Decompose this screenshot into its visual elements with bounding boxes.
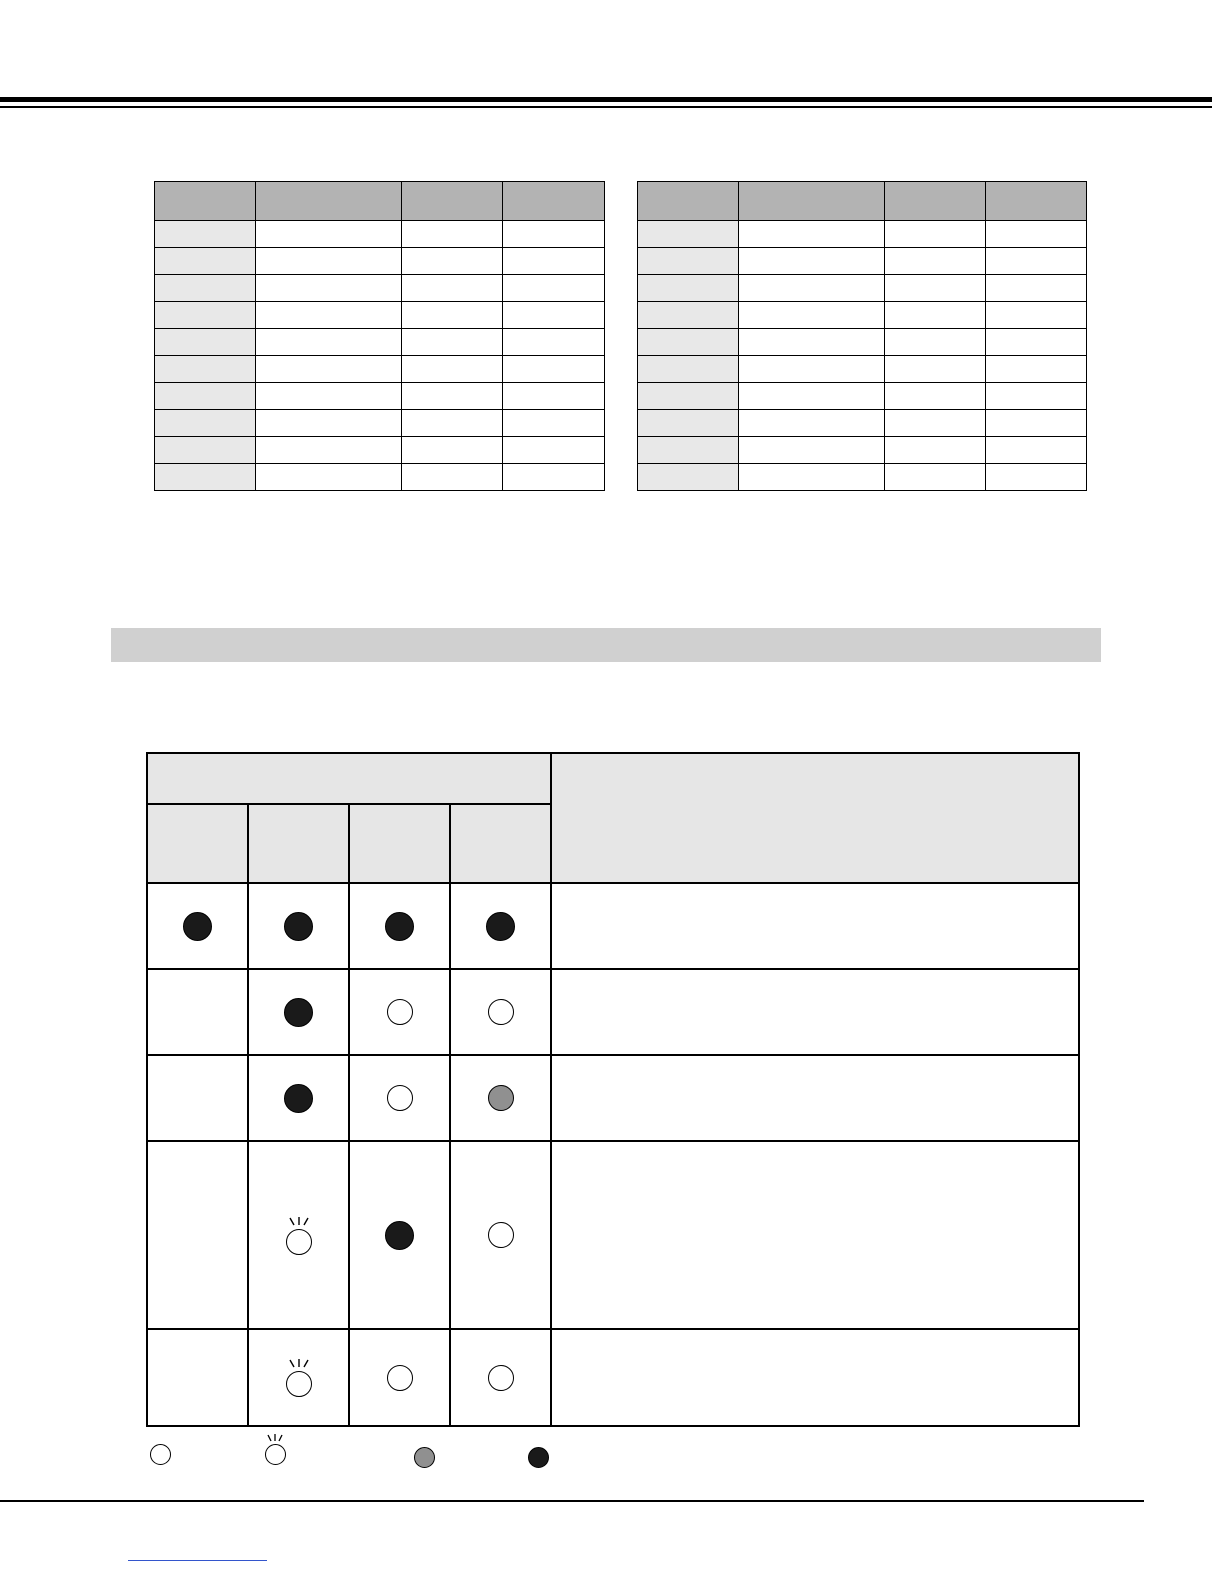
legend-orange xyxy=(414,1447,435,1468)
table-row xyxy=(155,329,605,356)
indicator-table-header-top xyxy=(147,753,1079,804)
table-row xyxy=(155,356,605,383)
indicator-cell xyxy=(147,1329,248,1426)
indicator-cell xyxy=(349,969,450,1055)
indicator-cell xyxy=(450,1055,551,1141)
indicator-cell xyxy=(450,883,551,969)
footer-rule xyxy=(0,1500,1144,1502)
legend-blink xyxy=(264,1434,286,1465)
legend-off xyxy=(150,1444,171,1465)
indicator-cell xyxy=(349,1055,450,1141)
indicator-cell xyxy=(147,883,248,969)
table-row xyxy=(638,329,1087,356)
table-row xyxy=(638,437,1087,464)
indicator-col-header-1 xyxy=(147,804,248,883)
condition-cell xyxy=(551,1329,1079,1426)
indicator-cell xyxy=(349,1329,450,1426)
indicator-cell xyxy=(450,1141,551,1329)
indicator-cell xyxy=(349,1141,450,1329)
footer-link-underline[interactable] xyxy=(128,1560,267,1561)
lamp-off-icon xyxy=(488,1222,514,1248)
condition-header xyxy=(551,753,1079,883)
table-row xyxy=(155,221,605,248)
indicator-cell xyxy=(248,969,349,1055)
condition-cell xyxy=(551,1141,1079,1329)
lamp-on-icon xyxy=(183,912,212,941)
lamp-off-icon xyxy=(387,1365,413,1391)
condition-cell xyxy=(551,969,1079,1055)
lamp-orange-icon xyxy=(488,1085,514,1111)
indicator-col-header-2 xyxy=(248,804,349,883)
indicator-table xyxy=(146,752,1080,1427)
blink-rays-icon xyxy=(264,1434,286,1444)
section-heading-bar xyxy=(111,628,1101,662)
table-row xyxy=(155,302,605,329)
blink-rays-icon xyxy=(285,1217,313,1229)
blink-rays-icon xyxy=(285,1359,313,1371)
lamp-on-icon xyxy=(528,1447,549,1468)
table-row xyxy=(638,248,1087,275)
lamp-off-icon xyxy=(150,1444,171,1465)
lamp-blink xyxy=(285,1217,313,1255)
lamp-blink-icon xyxy=(265,1444,286,1465)
lamp-on-icon xyxy=(385,912,414,941)
lamp-blink-icon xyxy=(286,1371,312,1397)
indicator-cell xyxy=(248,1329,349,1426)
table-row xyxy=(147,1055,1079,1141)
spec-table-right xyxy=(637,181,1087,491)
indicators-group-header xyxy=(147,753,551,804)
table-row xyxy=(147,1329,1079,1426)
table-row xyxy=(155,248,605,275)
table-row xyxy=(147,1141,1079,1329)
table-row xyxy=(147,883,1079,969)
lamp-on-icon xyxy=(486,912,515,941)
indicator-cell xyxy=(248,883,349,969)
table-row xyxy=(638,275,1087,302)
header-rule-thin xyxy=(0,106,1212,108)
lamp-off-icon xyxy=(387,1085,413,1111)
legend-on xyxy=(528,1447,549,1468)
spec-table-left xyxy=(154,181,605,491)
indicator-cell xyxy=(248,1141,349,1329)
table-row xyxy=(638,464,1087,491)
lamp-on-icon xyxy=(385,1221,414,1250)
spec-table-header xyxy=(155,182,605,221)
indicator-cell xyxy=(450,1329,551,1426)
lamp-off-icon xyxy=(488,999,514,1025)
condition-cell xyxy=(551,883,1079,969)
lamp-orange-icon xyxy=(414,1447,435,1468)
indicator-cell xyxy=(349,883,450,969)
lamp-blink-icon xyxy=(286,1229,312,1255)
table-row xyxy=(638,221,1087,248)
lamp-blink xyxy=(285,1359,313,1397)
indicator-legend xyxy=(0,1434,700,1474)
lamp-on-icon xyxy=(284,998,313,1027)
indicator-col-header-4 xyxy=(450,804,551,883)
lamp-on-icon xyxy=(284,912,313,941)
table-row xyxy=(155,383,605,410)
indicator-cell xyxy=(147,1055,248,1141)
indicator-cell xyxy=(147,969,248,1055)
table-row xyxy=(638,383,1087,410)
table-row xyxy=(155,464,605,491)
indicator-cell xyxy=(450,969,551,1055)
table-row xyxy=(155,275,605,302)
table-row xyxy=(147,969,1079,1055)
table-row xyxy=(638,302,1087,329)
lamp-off-icon xyxy=(387,999,413,1025)
indicator-cell xyxy=(248,1055,349,1141)
header-rule-thick xyxy=(0,97,1212,102)
table-row xyxy=(155,410,605,437)
lamp-off-icon xyxy=(488,1365,514,1391)
table-row xyxy=(638,356,1087,383)
indicator-col-header-3 xyxy=(349,804,450,883)
spec-table-header xyxy=(638,182,1087,221)
table-row xyxy=(638,410,1087,437)
lamp-on-icon xyxy=(284,1084,313,1113)
table-row xyxy=(155,437,605,464)
condition-cell xyxy=(551,1055,1079,1141)
indicator-cell xyxy=(147,1141,248,1329)
